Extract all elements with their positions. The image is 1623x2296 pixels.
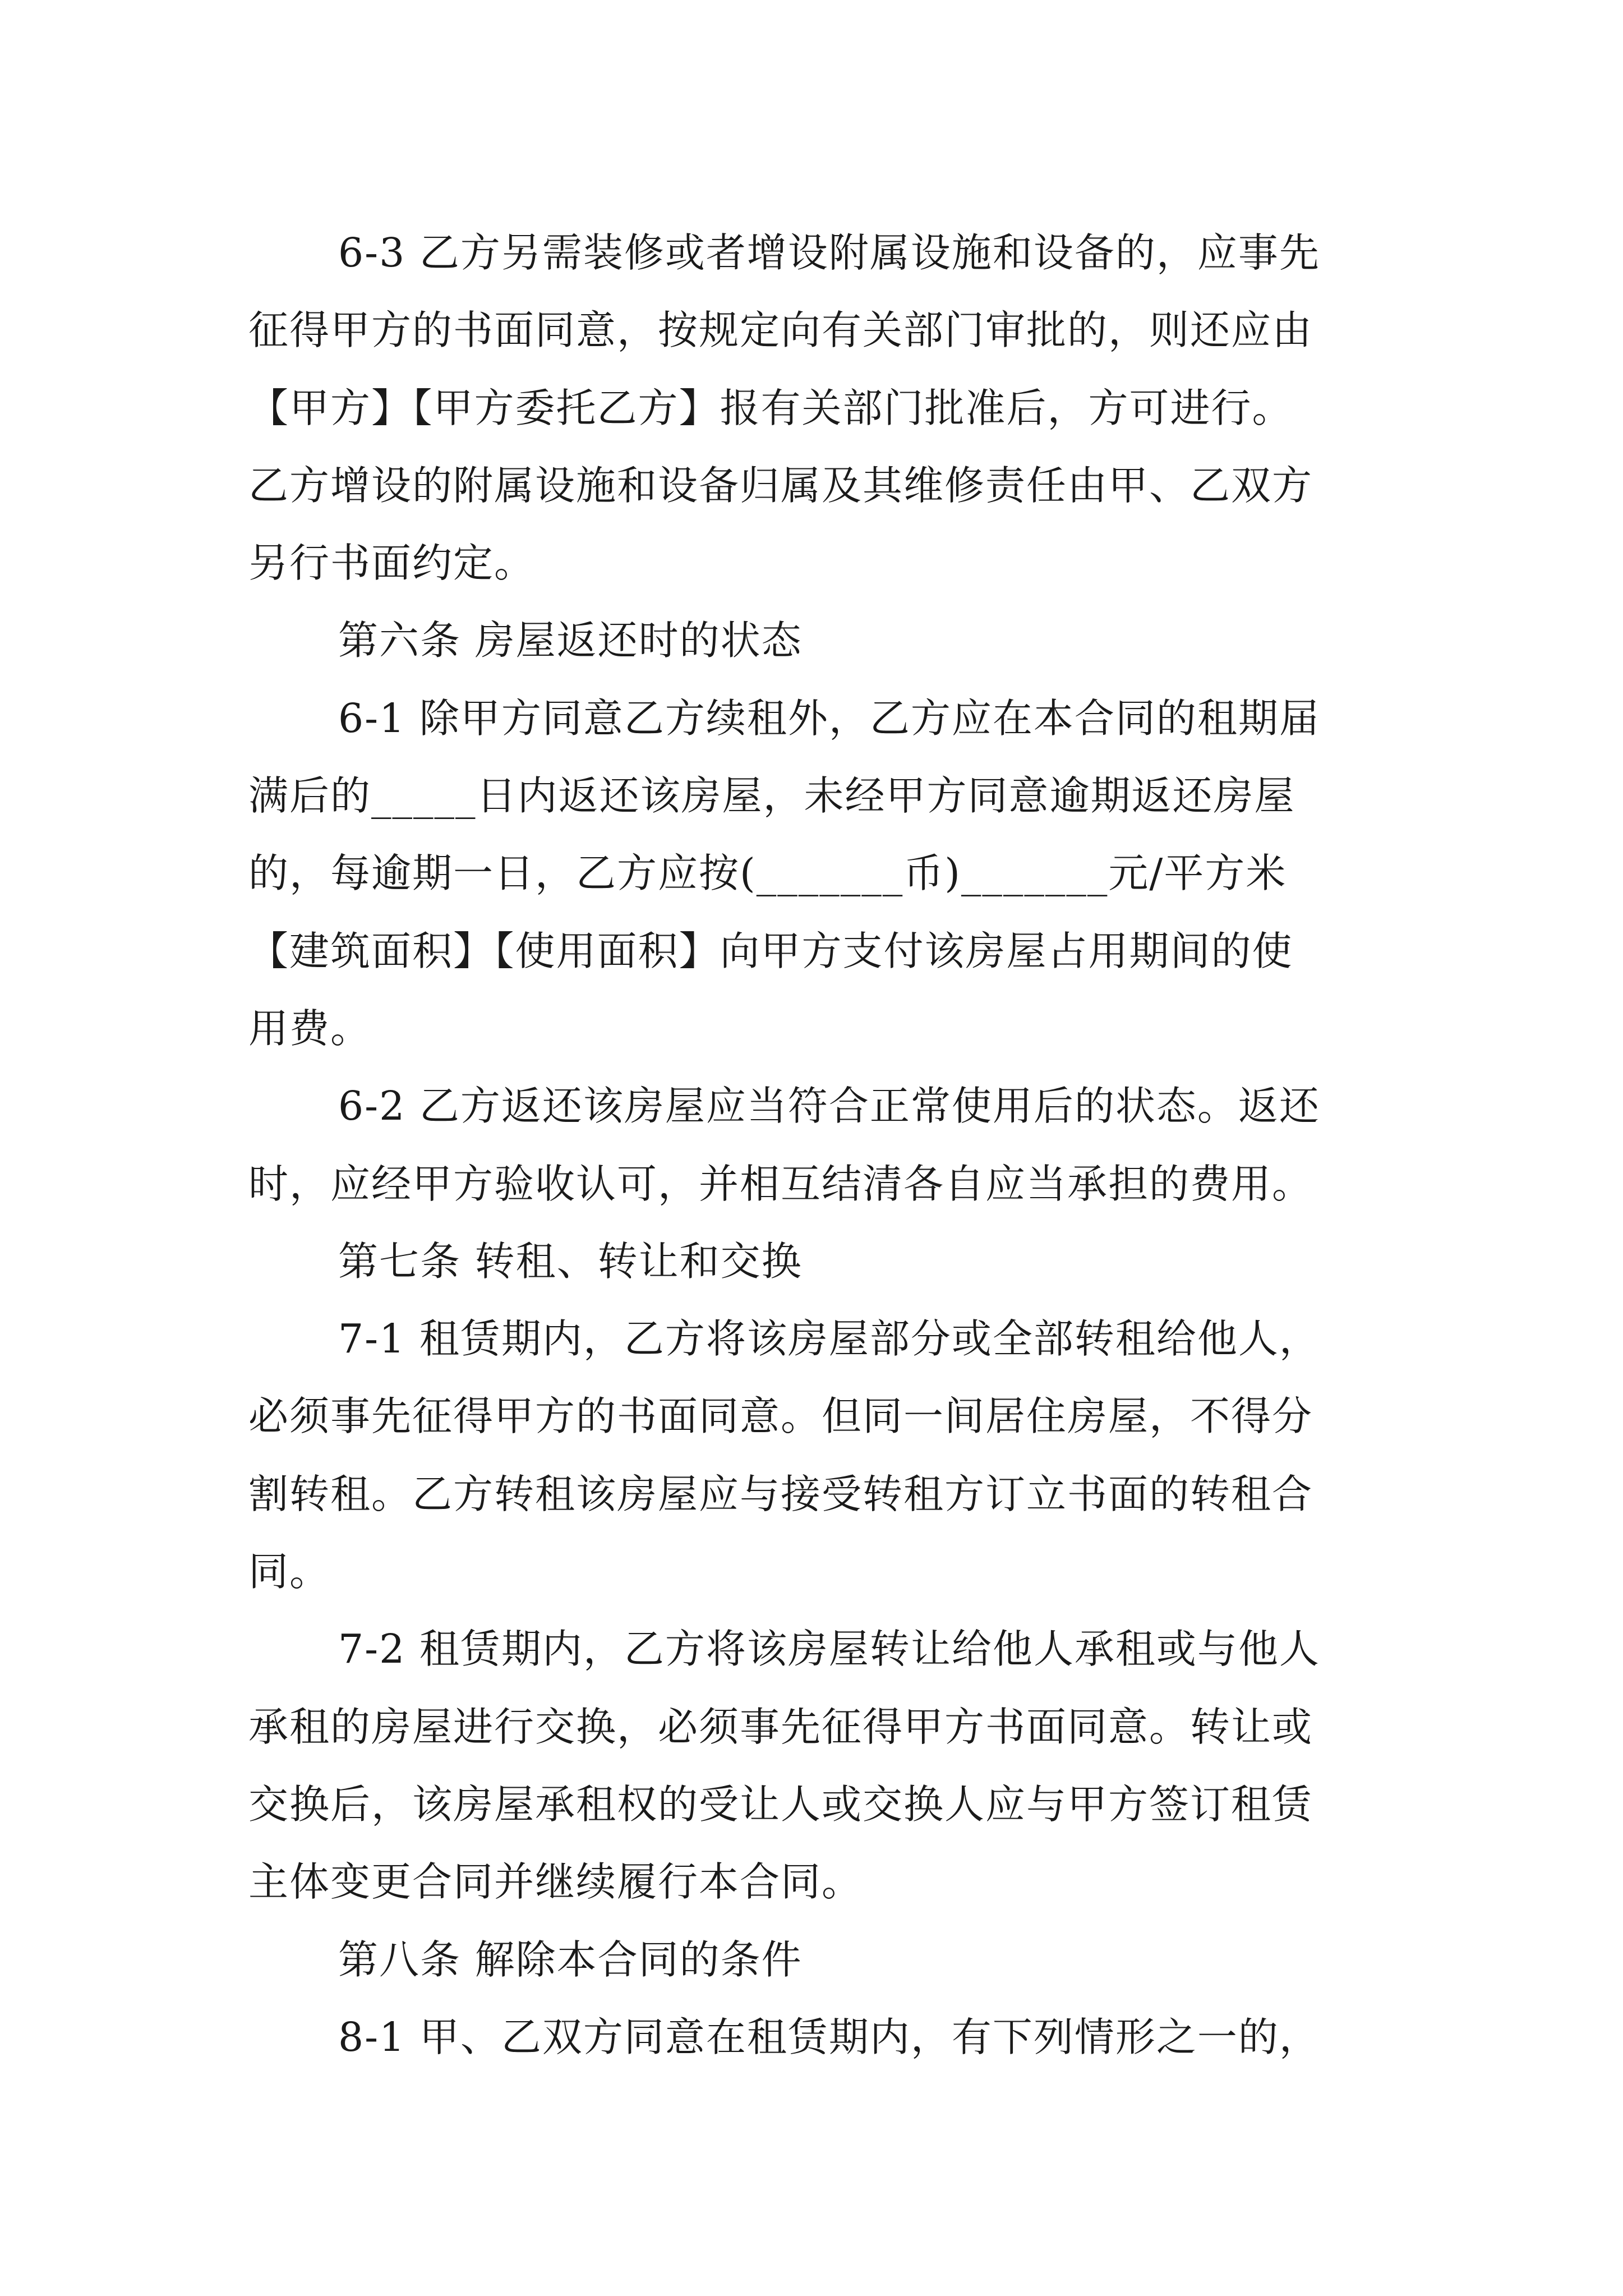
text-line: 6-2 乙方返还该房屋应当符合正常使用后的状态。返还 <box>338 1083 1320 1130</box>
text-line: 6-1 除甲方同意乙方续租外，乙方应在本合同的租期届 <box>338 694 1320 742</box>
text-line: 8-1 甲、乙双方同意在租赁期内，有下列情形之一的， <box>338 2013 1320 2060</box>
text-line: 同。 <box>248 1548 331 1595</box>
text-line: 交换后，该房屋承租权的受让人或交换人应与甲方签订租赁 <box>248 1780 1313 1828</box>
text-line: 承租的房屋进行交换，必须事先征得甲方书面同意。转让或 <box>248 1703 1313 1750</box>
text-line: 7-2 租赁期内，乙方将该房屋转让给他人承租或与他人 <box>338 1626 1320 1673</box>
text-line: 时，应经甲方验收认可，并相互结清各自应当承担的费用。 <box>248 1160 1313 1207</box>
text-line: 7-1 租赁期内，乙方将该房屋部分或全部转租给他人， <box>338 1315 1320 1363</box>
text-line: 乙方增设的附属设施和设备归属及其维修责任由甲、乙双方 <box>248 462 1313 509</box>
clause-7-2 <box>248 1611 1393 1921</box>
document-body <box>248 214 1393 2076</box>
article-8-heading <box>248 1921 1393 1999</box>
clause-6-2 <box>248 1068 1393 1223</box>
section-heading: 第六条 房屋返还时的状态 <box>338 617 803 664</box>
text-line: 另行书面约定。 <box>248 540 536 587</box>
text-line: 的，每逾期一日，乙方应按(_______币)_______元/平方米 <box>248 850 1287 897</box>
section-heading: 第七条 转租、转让和交换 <box>338 1237 803 1285</box>
text-line: 用费。 <box>248 1005 372 1052</box>
text-line: 主体变更合同并继续履行本合同。 <box>248 1858 863 1906</box>
text-line: 必须事先征得甲方的书面同意。但同一间居住房屋，不得分 <box>248 1393 1313 1440</box>
text-line: 【建筑面积】【使用面积】向甲方支付该房屋占用期间的使 <box>248 927 1293 974</box>
section-heading: 第八条 解除本合同的条件 <box>338 1936 803 1983</box>
text-line: 【甲方】【甲方委托乙方】报有关部门批准后，方可进行。 <box>248 384 1293 431</box>
text-line: 满后的_____日内返还该房屋，未经甲方同意逾期返还房屋 <box>248 772 1295 820</box>
clause-6-1 <box>248 680 1393 1068</box>
text-line: 6-3 乙方另需装修或者增设附属设施和设备的，应事先 <box>338 229 1320 276</box>
clause-7-1 <box>248 1300 1393 1611</box>
text-line: 征得甲方的书面同意，按规定向有关部门审批的，则还应由 <box>248 307 1313 354</box>
text-line: 割转租。乙方转租该房屋应与接受转租方订立书面的转租合 <box>248 1470 1313 1517</box>
clause-6-3 <box>248 214 1393 602</box>
article-7-heading <box>248 1223 1393 1300</box>
clause-8-1 <box>248 1999 1393 2076</box>
article-6-heading <box>248 602 1393 679</box>
